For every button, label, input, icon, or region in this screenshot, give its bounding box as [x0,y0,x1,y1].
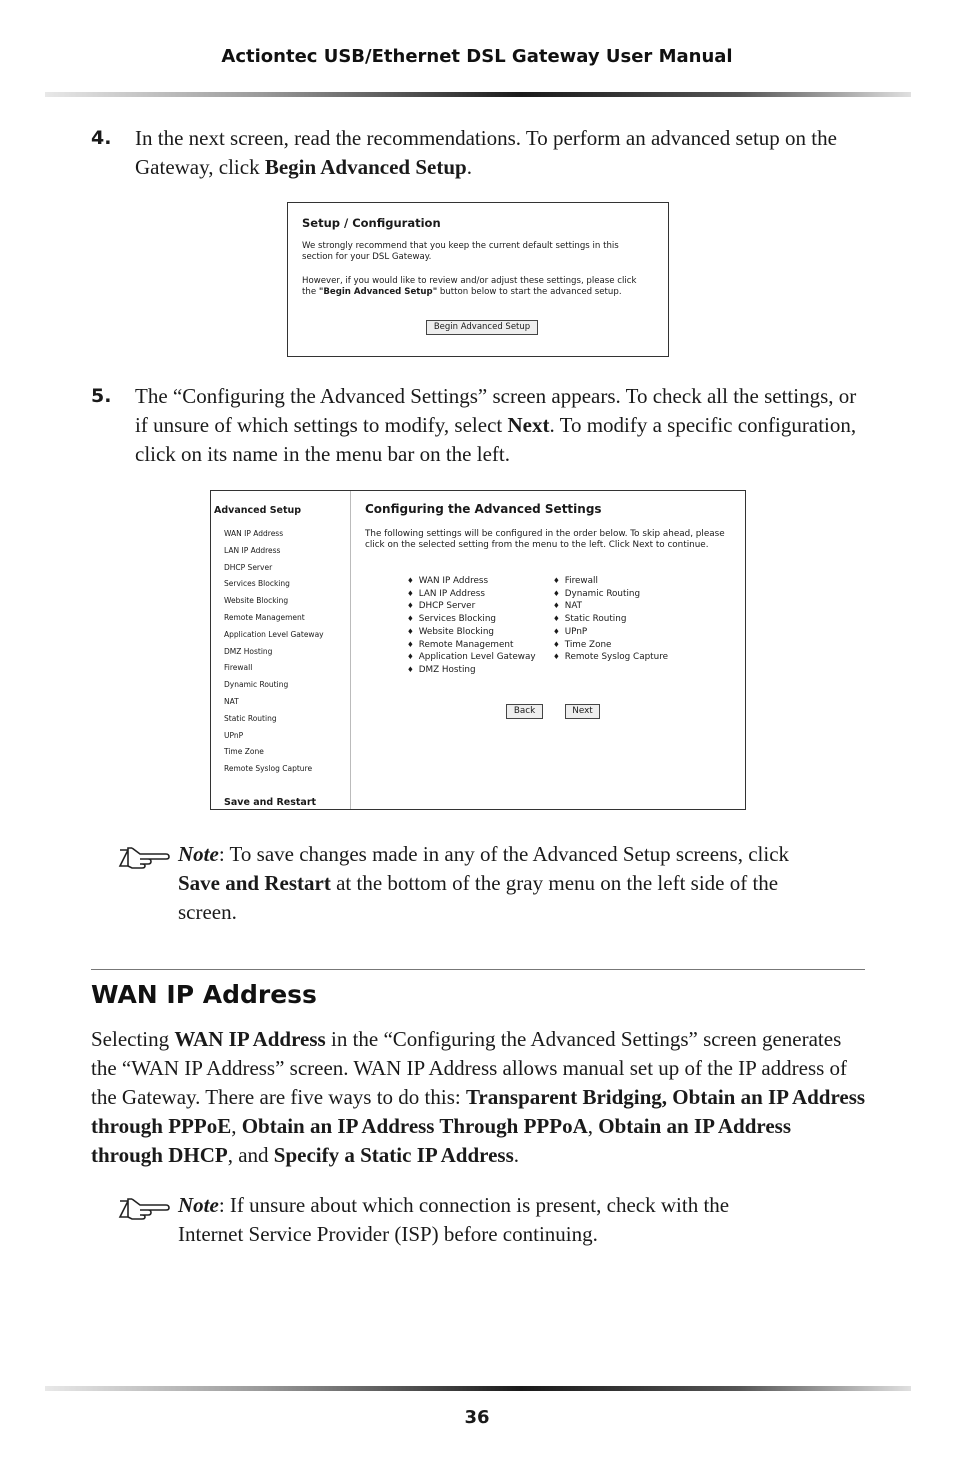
advanced-settings-main [365,491,740,809]
main-intro: The following settings will be configured in the order below. To skip ahead, please click on the selected setting from the menu to the left. Click Next to continue. [365,529,725,550]
note-label: Note [178,842,219,866]
footer-rule [45,1386,911,1391]
sidebar-item-application-level-gateway[interactable]: Application Level Gateway [224,629,324,639]
list-item: ♦ Firewall [553,575,668,588]
list-item: ♦ DMZ Hosting [407,664,536,677]
list-item: ♦ WAN IP Address [407,575,536,588]
running-header: Actiontec USB/Ethernet DSL Gateway User Manual [221,46,733,67]
sidebar-item-website-blocking[interactable]: Website Blocking [224,596,289,606]
sidebar-item-upnp[interactable]: UPnP [224,730,244,740]
list-item: ♦ Application Level Gateway [407,651,536,664]
section-heading: WAN IP Address [91,980,317,1009]
sidebar-item-services-blocking[interactable]: Services Blocking [224,579,290,589]
sidebar-item-remote-syslog-capture[interactable]: Remote Syslog Capture [224,764,313,774]
sidebar-item-lan-ip-address[interactable]: LAN IP Address [224,545,281,555]
settings-list-col1 [407,575,536,677]
list-item: ♦ DHCP Server [407,600,536,613]
screenshot-title: Setup / Configuration [302,216,441,230]
note-text: Note: To save changes made in any of the Advanced Setup screens, click Save and Restart at the bottom of the gray menu on the left side of the screen. [178,842,790,924]
list-item: ♦ Remote Syslog Capture [553,651,668,664]
sidebar-item-dhcp-server[interactable]: DHCP Server [224,562,273,572]
note-save-changes [118,840,798,927]
sidebar-menu [224,529,324,781]
step-number: 5. [91,385,112,407]
sidebar-item-time-zone[interactable]: Time Zone [224,747,264,757]
step-bold: Next [507,413,550,437]
step-5 [91,382,871,469]
sidebar-item-remote-management[interactable]: Remote Management [224,612,305,622]
settings-list-col2 [553,575,668,664]
list-item: ♦ LAN IP Address [407,588,536,601]
back-button[interactable]: Back [506,704,543,719]
list-item: ♦ Time Zone [553,639,668,652]
list-item: ♦ Remote Management [407,639,536,652]
step-number: 4. [91,127,112,149]
sidebar-item-dynamic-routing[interactable]: Dynamic Routing [224,680,289,690]
note-label: Note [178,1193,219,1217]
list-item: ♦ NAT [553,600,668,613]
step-text: The “Configuring the Advanced Settings” screen appears. To check all the settings, or if unsure of which settings to modify, select Next. To modify a specific configuration, click on its name in the menu bar on the left. [135,384,857,466]
section-body: Selecting WAN IP Address in the “Configuring the Advanced Settings” screen generates the “WAN IP Address” screen. WAN IP Address allows manual set up of the IP address of the Gateway. There are five ways to do this: Transparent Bridging, Obtain an IP Address through PPPoE, Obtain an IP Address Through PPPoA, Obtain an IP Address through DHCP, and Specify a Static IP Address. [91,1027,866,1167]
advanced-setup-sidebar [211,491,351,809]
list-item: ♦ Services Blocking [407,613,536,626]
sidebar-item-dmz-hosting[interactable]: DMZ Hosting [224,646,273,656]
sidebar-item-nat[interactable]: NAT [224,696,239,706]
sidebar-item-wan-ip-address[interactable]: WAN IP Address [224,529,284,538]
begin-advanced-setup-button[interactable]: Begin Advanced Setup [426,320,538,335]
setup-configuration-screenshot [287,202,669,357]
list-item: ♦ Website Blocking [407,626,536,639]
list-item: ♦ Static Routing [553,613,668,626]
main-title: Configuring the Advanced Settings [365,502,602,516]
next-button[interactable]: Next [565,704,600,719]
sidebar-item-firewall[interactable]: Firewall [224,663,253,673]
note-isp [118,1191,798,1249]
sidebar-title: Advanced Setup [214,505,302,516]
page-number: 36 [464,1407,490,1428]
list-item: ♦ Dynamic Routing [553,588,668,601]
list-item: ♦ UPnP [553,626,668,639]
header-rule [45,92,911,97]
pointing-hand-icon [118,1195,170,1221]
pointing-hand-icon [118,844,170,870]
step-text: In the next screen, read the recommendations. To perform an advanced setup on the Gateway, click Begin Advanced Setup. [135,126,837,179]
save-and-restart-link[interactable]: Save and Restart [224,797,317,808]
screenshot-paragraph: We strongly recommend that you keep the current default settings in this section for your DSL Gateway. [302,241,619,262]
note-text: Note: If unsure about which connection is present, check with the Internet Service Provider (ISP) before continuing. [178,1193,730,1246]
step-4 [91,124,871,182]
step-bold: Begin Advanced Setup [264,155,467,179]
screenshot-paragraph: However, if you would like to review and/or adjust these settings, please click the "Begin Advanced Setup" button below to start the advanced setup. [302,276,637,297]
section-divider [91,969,865,970]
sidebar-item-static-routing[interactable]: Static Routing [224,713,277,723]
advanced-settings-screenshot [210,490,746,810]
